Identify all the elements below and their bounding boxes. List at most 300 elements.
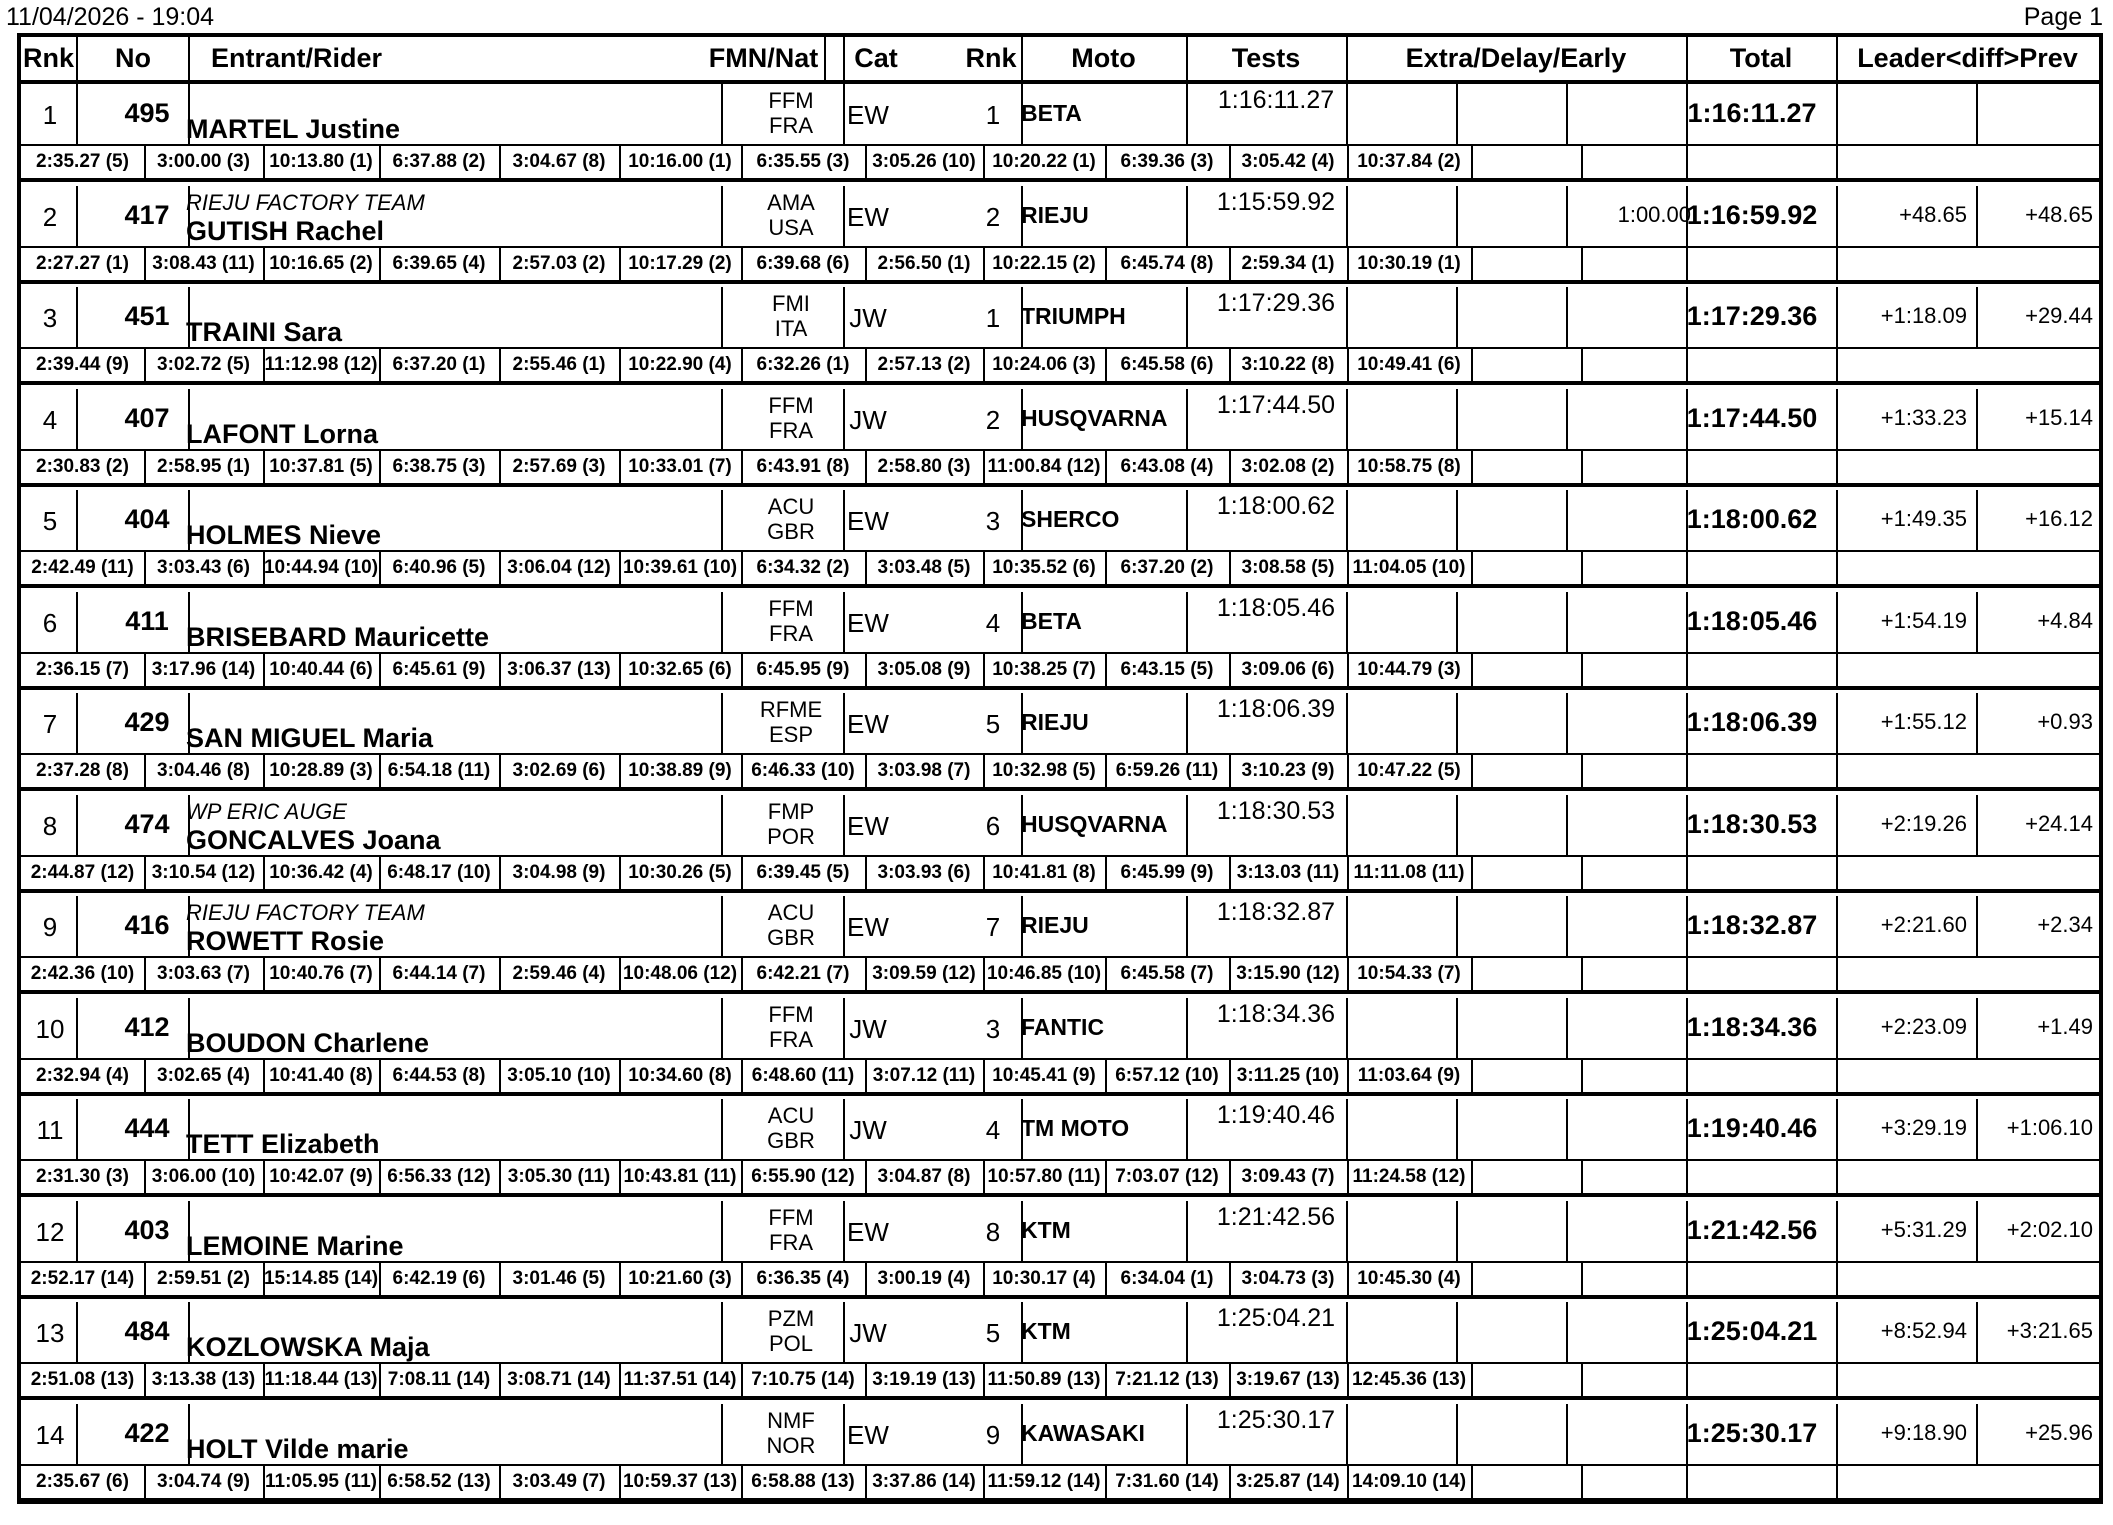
- split-time: 11:11.08 (11): [1353, 862, 1465, 883]
- federation-nationality: [721, 1103, 861, 1153]
- split-time: 3:08.43 (11): [152, 253, 255, 274]
- result-row: [21, 896, 2099, 994]
- split-time: 10:36.42 (4): [269, 862, 373, 883]
- federation: ACU: [767, 900, 815, 925]
- split-time: 2:35.27 (5): [36, 151, 129, 172]
- print-datetime: 11/04/2026 - 19:04: [6, 3, 215, 31]
- split-time: 10:54.33 (7): [1357, 963, 1461, 984]
- nationality: FRA: [769, 418, 813, 443]
- rider-number: 417: [124, 200, 170, 230]
- nationality: FRA: [769, 621, 813, 646]
- split-time: 7:08.11 (14): [387, 1369, 491, 1390]
- split-time: 6:48.60 (11): [751, 1065, 855, 1086]
- federation: FFM: [768, 1205, 814, 1230]
- split-time: 6:37.20 (2): [1120, 557, 1214, 578]
- split-time: 10:46.85 (10): [986, 963, 1102, 984]
- split-time: 10:45.41 (9): [992, 1065, 1096, 1086]
- rider-number: 411: [125, 606, 169, 636]
- split-time: 7:21.12 (13): [1115, 1369, 1219, 1390]
- split-time: 6:39.36 (3): [1120, 151, 1214, 172]
- rider-name: TRAINI Sara: [186, 317, 343, 347]
- split-time: 11:18.44 (13): [264, 1369, 378, 1390]
- split-time: 7:03.07 (12): [1115, 1166, 1219, 1187]
- leader-diff: +3:29.19: [1880, 1115, 1967, 1140]
- split-time: 10:22.90 (4): [628, 354, 732, 375]
- class-rank: 7: [985, 912, 1001, 942]
- federation-nationality: [721, 190, 861, 240]
- rider-number: 474: [124, 809, 170, 839]
- row-rank: 8: [42, 811, 58, 841]
- team-name: RIEJU FACTORY TEAM: [186, 190, 425, 215]
- split-time: 3:04.73 (3): [1241, 1268, 1335, 1289]
- rider-number: 416: [124, 910, 170, 940]
- row-rank: 13: [35, 1318, 65, 1348]
- split-time: 3:02.72 (5): [157, 354, 250, 375]
- result-row: [21, 1404, 2099, 1502]
- split-time: 3:09.59 (12): [872, 963, 976, 984]
- split-time: 6:39.45 (5): [756, 862, 850, 883]
- split-time: 2:58.80 (3): [877, 456, 971, 477]
- split-time: 10:30.26 (5): [628, 862, 732, 883]
- extra-time: 1:00.00: [1617, 202, 1691, 227]
- split-time: 10:32.98 (5): [992, 760, 1096, 781]
- federation: AMA: [767, 190, 815, 215]
- split-time: 10:16.65 (2): [269, 253, 373, 274]
- split-time: 3:15.90 (12): [1236, 963, 1340, 984]
- row-rank: 14: [35, 1420, 65, 1450]
- team-name: WP ERIC AUGE: [186, 799, 347, 824]
- prev-diff: +15.14: [2025, 405, 2093, 430]
- split-time: 2:52.17 (14): [30, 1268, 135, 1289]
- category: EW: [847, 506, 889, 536]
- class-rank: 2: [985, 405, 1001, 435]
- federation-nationality: [721, 291, 861, 341]
- split-time: 2:59.51 (2): [157, 1268, 250, 1289]
- split-time: 10:41.40 (8): [269, 1065, 373, 1086]
- split-time: 10:42.07 (9): [269, 1166, 373, 1187]
- nationality: POR: [767, 824, 815, 849]
- motorcycle-brand: FANTIC: [1021, 1014, 1105, 1040]
- split-time: 6:37.88 (2): [392, 151, 486, 172]
- federation: PZM: [767, 1306, 815, 1331]
- tests-time: 1:18:32.87: [1216, 898, 1336, 926]
- split-time: 11:59.12 (14): [987, 1471, 1101, 1492]
- split-time: 3:08.58 (5): [1241, 557, 1335, 578]
- split-time: 3:04.67 (8): [512, 151, 606, 172]
- federation-nationality: [721, 393, 861, 443]
- result-row: [21, 795, 2099, 893]
- split-time: 3:01.46 (5): [512, 1268, 606, 1289]
- row-rank: 9: [42, 912, 58, 942]
- split-time: 2:42.36 (10): [30, 963, 135, 984]
- result-row: [21, 287, 2099, 385]
- split-time: 10:21.60 (3): [628, 1268, 732, 1289]
- split-time: 10:34.60 (8): [628, 1065, 732, 1086]
- split-time: 2:57.13 (2): [877, 354, 971, 375]
- federation: FFM: [768, 393, 814, 418]
- motorcycle-brand: TM MOTO: [1021, 1115, 1130, 1141]
- split-time: 7:31.60 (14): [1115, 1471, 1219, 1492]
- leader-diff: +1:54.19: [1880, 608, 1967, 633]
- split-time: 2:32.94 (4): [36, 1065, 129, 1086]
- split-time: 6:46.33 (10): [751, 760, 855, 781]
- tests-time: 1:16:11.27: [1217, 86, 1335, 114]
- split-time: 3:03.48 (5): [877, 557, 971, 578]
- row-rank: 4: [42, 405, 58, 435]
- split-time: 10:44.79 (3): [1357, 659, 1461, 680]
- results-table: [17, 33, 2103, 1504]
- split-time: 3:05.10 (10): [507, 1065, 611, 1086]
- split-time: 2:51.08 (13): [30, 1369, 135, 1390]
- total-time: 1:19:40.46: [1686, 1113, 1818, 1143]
- split-time: 11:50.89 (13): [987, 1369, 1101, 1390]
- rider-name: BRISEBARD Mauricette: [186, 622, 490, 652]
- total-time: 1:17:44.50: [1686, 403, 1818, 433]
- federation: FFM: [768, 88, 814, 113]
- class-rank: 4: [985, 608, 1001, 638]
- rider-number: 444: [124, 1113, 170, 1143]
- rider-name: BOUDON Charlene: [186, 1028, 430, 1058]
- row-rank: 5: [42, 506, 58, 536]
- category: EW: [847, 100, 889, 130]
- category: EW: [847, 608, 889, 638]
- split-time: 3:06.00 (10): [151, 1166, 256, 1187]
- rider-name: ROWETT Rosie: [186, 926, 385, 956]
- federation-nationality: [721, 1002, 861, 1052]
- split-time: 10:30.19 (1): [1357, 253, 1461, 274]
- col-fmn: FMN/Nat: [708, 43, 819, 73]
- split-time: 3:03.49 (7): [512, 1471, 606, 1492]
- leader-diff: +2:23.09: [1880, 1014, 1967, 1039]
- federation-nationality: [721, 697, 861, 747]
- split-time: 3:08.71 (14): [507, 1369, 611, 1390]
- split-time: 11:00.84 (12): [987, 456, 1101, 477]
- rider-number: 403: [124, 1215, 170, 1245]
- split-time: 3:03.43 (6): [157, 557, 250, 578]
- column-header-row: [21, 37, 2099, 84]
- total-time: 1:17:29.36: [1686, 301, 1818, 331]
- leader-diff: +2:19.26: [1880, 811, 1967, 836]
- split-time: 3:03.93 (6): [877, 862, 971, 883]
- split-time: 2:59.46 (4): [512, 963, 606, 984]
- prev-diff: +2:02.10: [2006, 1217, 2093, 1242]
- split-time: 6:54.18 (11): [387, 760, 491, 781]
- category: EW: [847, 1420, 889, 1450]
- nationality: FRA: [769, 1027, 813, 1052]
- prev-diff: +0.93: [2037, 709, 2093, 734]
- split-time: 3:04.98 (9): [512, 862, 606, 883]
- split-time: 3:05.42 (4): [1241, 151, 1335, 172]
- federation: ACU: [767, 1103, 815, 1128]
- split-time: 2:36.15 (7): [36, 659, 129, 680]
- split-time: 6:45.58 (6): [1120, 354, 1214, 375]
- split-time: 10:38.89 (9): [628, 760, 732, 781]
- class-rank: 4: [985, 1115, 1001, 1145]
- split-time: 6:40.96 (5): [392, 557, 486, 578]
- split-time: 2:27.27 (1): [36, 253, 129, 274]
- total-time: 1:18:05.46: [1686, 606, 1818, 636]
- total-time: 1:16:11.27: [1687, 98, 1817, 128]
- class-rank: 6: [985, 811, 1001, 841]
- rider-number: 407: [124, 403, 170, 433]
- split-time: 6:37.20 (1): [392, 354, 486, 375]
- motorcycle-brand: RIEJU: [1021, 709, 1089, 735]
- split-time: 10:48.06 (12): [622, 963, 738, 984]
- prev-diff: +16.12: [2025, 506, 2093, 531]
- motorcycle-brand: RIEJU: [1021, 202, 1089, 228]
- split-time: 6:39.68 (6): [756, 253, 850, 274]
- nationality: FRA: [769, 1230, 813, 1255]
- rider-name: HOLT Vilde marie: [186, 1434, 409, 1464]
- result-row: [21, 1099, 2099, 1197]
- split-time: 11:05.95 (11): [265, 1471, 377, 1492]
- split-time: 10:38.25 (7): [992, 659, 1096, 680]
- row-rank: 6: [42, 608, 58, 638]
- team-name: RIEJU FACTORY TEAM: [186, 900, 425, 925]
- split-time: 3:04.74 (9): [157, 1471, 250, 1492]
- federation-nationality: [721, 1205, 861, 1255]
- class-rank: 9: [985, 1420, 1001, 1450]
- prev-diff: +48.65: [2025, 202, 2093, 227]
- prev-diff: +25.96: [2025, 1420, 2093, 1445]
- split-time: 3:04.46 (8): [157, 760, 250, 781]
- tests-time: 1:17:44.50: [1216, 391, 1336, 419]
- split-time: 6:42.19 (6): [392, 1268, 486, 1289]
- result-row: [21, 1201, 2099, 1299]
- nationality: ESP: [768, 722, 814, 747]
- leader-diff: +9:18.90: [1880, 1420, 1967, 1445]
- nationality: GBR: [767, 925, 815, 950]
- split-time: 6:57.12 (10): [1115, 1065, 1219, 1086]
- col-rank: Rnk: [22, 43, 74, 73]
- category: JW: [849, 303, 887, 333]
- split-time: 10:58.75 (8): [1357, 456, 1461, 477]
- federation: FMP: [767, 799, 815, 824]
- split-time: 6:59.26 (11): [1115, 760, 1219, 781]
- split-time: 3:02.08 (2): [1241, 456, 1335, 477]
- split-time: 3:02.69 (6): [512, 760, 606, 781]
- split-time: 3:09.43 (7): [1241, 1166, 1335, 1187]
- federation: FMI: [772, 291, 810, 316]
- result-row: [21, 186, 2099, 284]
- category: EW: [847, 811, 889, 841]
- split-time: 14:09.10 (14): [1351, 1471, 1467, 1492]
- split-time: 3:06.04 (12): [507, 557, 611, 578]
- category: JW: [849, 405, 887, 435]
- split-time: 10:40.44 (6): [269, 659, 373, 680]
- split-time: 3:09.06 (6): [1241, 659, 1335, 680]
- split-time: 3:05.30 (11): [507, 1166, 611, 1187]
- split-time: 2:39.44 (9): [36, 354, 129, 375]
- leader-diff: +1:33.23: [1880, 405, 1967, 430]
- leader-diff: +1:55.12: [1880, 709, 1967, 734]
- rider-name: GONCALVES Joana: [186, 825, 441, 855]
- split-time: 3:05.08 (9): [877, 659, 971, 680]
- rider-name: HOLMES Nieve: [186, 520, 382, 550]
- split-time: 11:03.64 (9): [1357, 1065, 1461, 1086]
- class-rank: 3: [985, 506, 1001, 536]
- total-time: 1:18:34.36: [1686, 1012, 1818, 1042]
- motorcycle-brand: KTM: [1021, 1217, 1071, 1243]
- tests-time: 1:19:40.46: [1216, 1101, 1336, 1129]
- row-rank: 2: [42, 202, 58, 232]
- split-time: 10:30.17 (4): [992, 1268, 1096, 1289]
- split-time: 3:05.26 (10): [872, 151, 976, 172]
- split-time: 12:45.36 (13): [1351, 1369, 1467, 1390]
- class-rank: 5: [985, 709, 1001, 739]
- split-time: 3:11.25 (10): [1236, 1065, 1340, 1086]
- class-rank: 3: [985, 1014, 1001, 1044]
- split-time: 10:13.80 (1): [269, 151, 373, 172]
- split-time: 3:37.86 (14): [872, 1471, 976, 1492]
- split-time: 6:39.65 (4): [392, 253, 486, 274]
- split-time: 10:16.00 (1): [628, 151, 732, 172]
- split-time: 10:43.81 (11): [623, 1166, 737, 1187]
- split-time: 6:34.32 (2): [756, 557, 850, 578]
- federation-nationality: [721, 596, 861, 646]
- split-time: 6:44.14 (7): [392, 963, 486, 984]
- split-time: 3:25.87 (14): [1236, 1471, 1340, 1492]
- total-time: 1:18:00.62: [1686, 504, 1818, 534]
- rider-name: KOZLOWSKA Maja: [186, 1332, 430, 1362]
- col-tests: Tests: [1231, 43, 1301, 73]
- split-time: 10:44.94 (10): [263, 557, 379, 578]
- leader-diff: +8:52.94: [1880, 1318, 1967, 1343]
- federation-nationality: [721, 1408, 861, 1458]
- split-time: 7:10.75 (14): [751, 1369, 855, 1390]
- rider-name: GUTISH Rachel: [186, 216, 385, 246]
- split-time: 10:17.29 (2): [628, 253, 732, 274]
- split-time: 2:59.34 (1): [1241, 253, 1335, 274]
- nationality: GBR: [767, 519, 815, 544]
- motorcycle-brand: BETA: [1021, 608, 1082, 634]
- split-time: 3:19.67 (13): [1236, 1369, 1340, 1390]
- col-class-rank: Rnk: [965, 43, 1017, 73]
- split-time: 6:42.21 (7): [756, 963, 850, 984]
- nationality: POL: [768, 1331, 814, 1356]
- motorcycle-brand: TRIUMPH: [1021, 303, 1126, 329]
- motorcycle-brand: KTM: [1021, 1318, 1071, 1344]
- split-time: 11:12.98 (12): [264, 354, 378, 375]
- result-row: [21, 592, 2099, 690]
- category: JW: [849, 1115, 887, 1145]
- split-time: 6:34.04 (1): [1120, 1268, 1214, 1289]
- split-time: 10:40.76 (7): [269, 963, 373, 984]
- split-time: 3:10.23 (9): [1241, 760, 1335, 781]
- total-time: 1:25:04.21: [1686, 1316, 1818, 1346]
- row-rank: 10: [35, 1014, 65, 1044]
- split-time: 6:48.17 (10): [387, 862, 491, 883]
- page-number: Page 1: [2023, 3, 2103, 31]
- federation: RFME: [759, 697, 823, 722]
- nationality: FRA: [769, 113, 813, 138]
- class-rank: 1: [985, 303, 1001, 333]
- result-row: [21, 998, 2099, 1096]
- nationality: USA: [768, 215, 814, 240]
- prev-diff: +29.44: [2025, 303, 2093, 328]
- rider-number: 422: [124, 1418, 170, 1448]
- split-time: 10:49.41 (6): [1357, 354, 1461, 375]
- tests-time: 1:18:06.39: [1216, 695, 1336, 723]
- split-time: 10:45.30 (4): [1357, 1268, 1461, 1289]
- split-time: 6:45.61 (9): [392, 659, 486, 680]
- split-time: 2:44.87 (12): [30, 862, 135, 883]
- split-time: 3:03.63 (7): [157, 963, 250, 984]
- split-time: 6:45.95 (9): [756, 659, 850, 680]
- tests-time: 1:25:30.17: [1216, 1406, 1336, 1434]
- total-time: 1:25:30.17: [1686, 1418, 1818, 1448]
- total-time: 1:18:32.87: [1686, 910, 1818, 940]
- col-moto: Moto: [1071, 43, 1136, 73]
- result-row: [21, 693, 2099, 791]
- split-time: 6:38.75 (3): [392, 456, 486, 477]
- row-rank: 1: [42, 100, 58, 130]
- prev-diff: +4.84: [2037, 608, 2093, 633]
- tests-time: 1:21:42.56: [1216, 1203, 1336, 1231]
- nationality: GBR: [767, 1128, 815, 1153]
- split-time: 2:37.28 (8): [36, 760, 129, 781]
- col-leader-prev: Leader<diff>Prev: [1857, 43, 2078, 73]
- split-time: 6:35.55 (3): [756, 151, 850, 172]
- category: EW: [847, 709, 889, 739]
- col-cat: Cat: [854, 43, 898, 73]
- category: EW: [847, 1217, 889, 1247]
- split-time: 10:32.65 (6): [628, 659, 732, 680]
- rider-number: 429: [124, 707, 170, 737]
- split-time: 10:24.06 (3): [992, 354, 1096, 375]
- split-time: 10:22.15 (2): [992, 253, 1096, 274]
- total-time: 1:21:42.56: [1686, 1215, 1818, 1245]
- category: JW: [849, 1014, 887, 1044]
- tests-time: 1:15:59.92: [1216, 188, 1336, 216]
- split-time: 10:35.52 (6): [992, 557, 1096, 578]
- total-time: 1:18:30.53: [1686, 809, 1818, 839]
- split-time: 10:41.81 (8): [992, 862, 1096, 883]
- motorcycle-brand: KAWASAKI: [1021, 1420, 1145, 1446]
- split-time: 6:58.52 (13): [387, 1471, 491, 1492]
- split-time: 10:33.01 (7): [628, 456, 732, 477]
- leader-diff: +2:21.60: [1880, 912, 1967, 937]
- tests-time: 1:25:04.21: [1216, 1304, 1336, 1332]
- split-time: 3:13.38 (13): [151, 1369, 256, 1390]
- rider-name: TETT Elizabeth: [186, 1129, 380, 1159]
- prev-diff: +1:06.10: [2006, 1115, 2093, 1140]
- federation-nationality: [721, 900, 861, 950]
- motorcycle-brand: HUSQVARNA: [1021, 811, 1168, 837]
- split-time: 10:37.84 (2): [1357, 151, 1461, 172]
- split-time: 6:43.15 (5): [1120, 659, 1214, 680]
- federation: FFM: [768, 1002, 814, 1027]
- result-row: [21, 84, 2099, 182]
- leader-diff: +1:49.35: [1880, 506, 1967, 531]
- class-rank: 8: [985, 1217, 1001, 1247]
- split-time: 3:19.19 (13): [872, 1369, 976, 1390]
- tests-time: 1:18:30.53: [1216, 797, 1336, 825]
- leader-diff: +1:18.09: [1880, 303, 1967, 328]
- result-row: [21, 490, 2099, 588]
- nationality: NOR: [766, 1433, 816, 1458]
- rider-number: 404: [124, 504, 170, 534]
- split-time: 3:06.37 (13): [507, 659, 611, 680]
- prev-diff: +2.34: [2037, 912, 2093, 937]
- split-time: 6:43.08 (4): [1120, 456, 1214, 477]
- category: JW: [849, 1318, 887, 1348]
- col-entrant: Entrant/Rider: [211, 43, 383, 73]
- split-time: 6:45.99 (9): [1120, 862, 1214, 883]
- split-time: 3:07.12 (11): [872, 1065, 976, 1086]
- col-total: Total: [1729, 43, 1793, 73]
- federation-nationality: [721, 799, 861, 849]
